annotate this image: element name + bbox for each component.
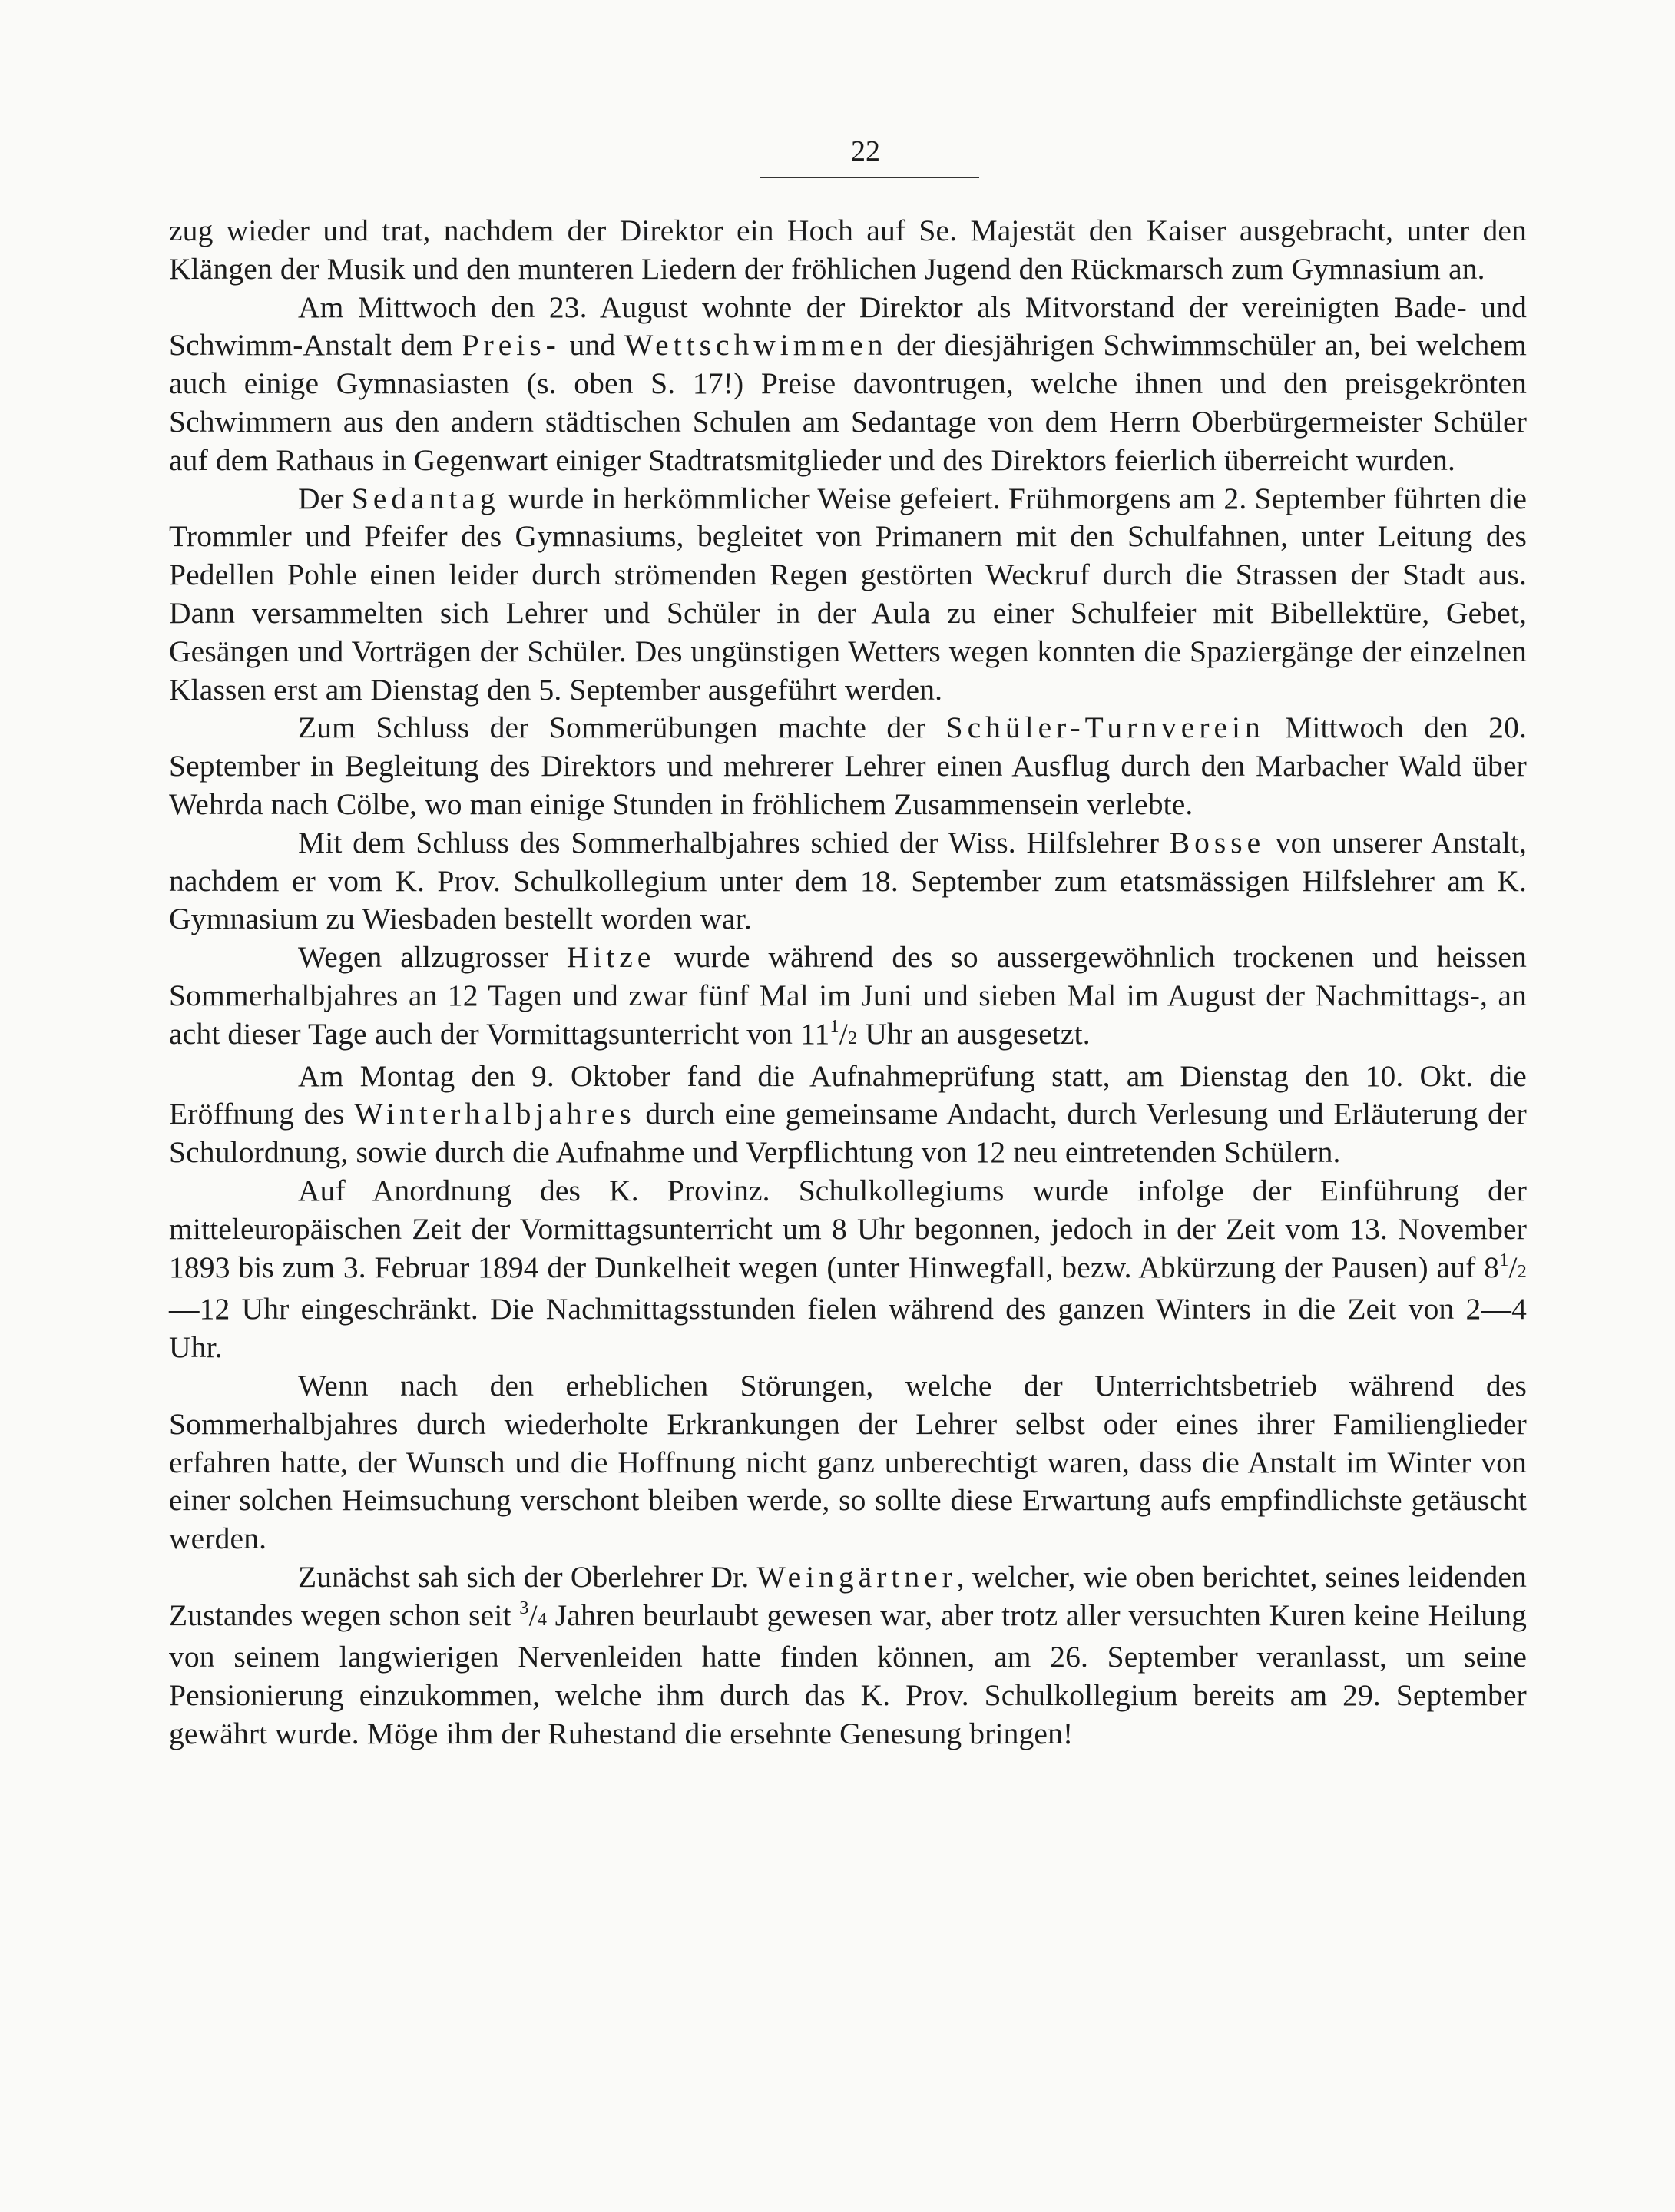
- text-run: wurde in herkömmlicher Weise gefeiert. Frühmorgens am 2. September führten die Trommler und Pfeifer des Gymnasiums, begleitet von Primanern mit den Schulfahnen, unter Leitung des Pedellen Pohle einen leider durch strömenden Regen gestörten Weckruf durch die Strassen der Stadt aus. Dann versammelten sich Lehrer und Schüler in der Aula zu einer Schulfeier mit Bibellektüre, Gebet, Gesängen und Vorträgen der Schüler. Des ungünstigen Wetters wegen konnten die Spaziergänge der einzelnen Klassen erst am Dienstag den 5. September ausgeführt werden.: [169, 481, 1528, 707]
- paragraph: [169, 1558, 1527, 1753]
- fraction-numerator: 3: [519, 1597, 529, 1618]
- paragraph: [169, 1058, 1527, 1172]
- paragraph: [169, 289, 1527, 480]
- text-run: Am Mittwoch den 23. August wohnte der Direktor als Mitvorstand der vereinigten Bade- und Schwimm-Anstalt dem: [169, 290, 1527, 363]
- paragraph: [169, 212, 1527, 289]
- text-run: von unserer Anstalt, nachdem er vom K. Prov. Schulkollegium unter dem 18. September zum etatsmässigen Hilfslehrer am K. Gymnasium zu Wiesbaden bestellt worden war.: [169, 825, 1527, 936]
- spaced-emphasis: Sedantag: [351, 481, 500, 515]
- text-run: /: [839, 1016, 848, 1051]
- fraction-denominator: 2: [1517, 1260, 1527, 1282]
- text-run: Zunächst sah sich der Oberlehrer Dr.: [298, 1559, 757, 1594]
- text-run: Zum Schluss der Sommerübungen machte der: [298, 710, 946, 745]
- spaced-emphasis: Preis-: [462, 328, 561, 363]
- spaced-emphasis: Bosse: [1169, 825, 1266, 859]
- text-run: und: [560, 328, 625, 363]
- text-run: Wenn nach den erheblichen Störungen, welche der Unterrichtsbetrieb während des Sommerhalbjahres durch wiederholte Erkrankungen der Lehrer selbst oder eines ihrer Familienglieder erfahren hatte, der Wunsch und die Hoffnung nicht ganz unberechtigt waren, dass die Anstalt im Winter von einer solchen Heimsuchung verschont bleiben werde, so sollte diese Erwartung aufs empfindlichste getäuscht werden.: [169, 1368, 1527, 1556]
- text-run: der diesjährigen Schwimmschüler an, bei welchem auch einige Gymnasiasten (s. oben S. 17!) Preise davontrugen, welche ihnen und den preisgekrönten Schwimmern aus den andern städtischen Schulen am Sedantage von dem Herrn Oberbürgermeister Schüler auf dem Rathaus in Gegenwart einiger Stadtratsmitglieder und des Direktors feierlich überreicht wurden.: [169, 328, 1527, 477]
- text-run: , welcher, wie oben berichtet, seines leidenden Zustandes wegen schon seit: [169, 1559, 1527, 1632]
- fraction-denominator: 4: [537, 1608, 548, 1630]
- text-run: Auf Anordnung des K. Provinz. Schulkollegiums wurde infolge der Einführung der mitteleuropäischen Zeit der Vormittagsunterricht um 8 Uhr begonnen, jedoch in der Zeit vom 13. November 1893 bis zum 3. Februar 1894 der Dunkelheit wegen (unter Hinwegfall, bezw. Abkürzung der Pausen) auf 8: [169, 1173, 1527, 1284]
- spaced-emphasis: Weingärtner: [756, 1559, 957, 1594]
- text-run: Uhr an ausgesetzt.: [857, 1016, 1091, 1051]
- text-run: Der: [298, 481, 352, 515]
- text-run: Jahren beurlaubt gewesen war, aber trotz aller versuchten Kuren keine Heilung von seinem langwierigen Nervenleiden hatte finden können, am 26. September veranlasst, um seine Pensionierung einzukommen, welche ihm durch das K. Prov. Schulkollegium bereits am 29. September gewährt wurde. Möge ihm der Ruhestand die ersehnte Genesung bringen!: [169, 1598, 1527, 1751]
- spaced-emphasis: Schüler-Turnverein: [945, 710, 1265, 745]
- fraction-denominator: 2: [847, 1027, 858, 1048]
- text-run: /: [1508, 1250, 1518, 1284]
- fraction-numerator: 1: [829, 1015, 839, 1037]
- paragraph: [169, 1367, 1527, 1558]
- body-text: [169, 212, 1527, 1753]
- spaced-emphasis: Winterhalbjahres: [354, 1097, 636, 1131]
- page-number: 22: [851, 135, 880, 167]
- paragraph: [169, 709, 1527, 823]
- paragraph: [169, 939, 1527, 1057]
- header-rule: [760, 177, 979, 178]
- text-run: Mit dem Schluss des Sommerhalbjahres schied der Wiss. Hilfslehrer: [298, 825, 1170, 859]
- text-run: /: [528, 1598, 538, 1632]
- paragraph: [169, 824, 1527, 939]
- text-run: —12 Uhr eingeschränkt. Die Nachmittagsstunden fielen während des ganzen Winters in die Zeit von 2—4 Uhr.: [169, 1292, 1527, 1365]
- text-run: Mittwoch den 20. September in Begleitung des Direktors und mehrerer Lehrer einen Ausflug durch den Marbacher Wald über Wehrda nach Cölbe, wo man einige Stunden in fröhlichem Zusammensein verlebte.: [169, 710, 1527, 821]
- paragraph: [169, 480, 1527, 710]
- text-run: zug wieder und trat, nachdem der Direktor ein Hoch auf Se. Majestät den Kaiser ausgebracht, unter den Klängen der Musik und den munteren Liedern der fröhlichen Jugend den Rückmarsch zum Gymnasium an.: [169, 214, 1527, 286]
- text-run: Am Montag den 9. Oktober fand die Aufnahmeprüfung statt, am Dienstag den 10. Okt. die Eröffnung des: [169, 1058, 1527, 1131]
- text-run: Wegen allzugrosser: [298, 940, 567, 975]
- paragraph: [169, 1172, 1527, 1367]
- text-run: wurde während des so aussergewöhnlich trockenen und heissen Sommerhalbjahres an 12 Tagen und zwar fünf Mal im Juni und sieben Mal im August der Nachmittags-, an acht dieser Tage auch der Vormittagsunterricht von 11: [169, 940, 1527, 1051]
- spaced-emphasis: Hitze: [566, 940, 656, 975]
- fraction-numerator: 1: [1499, 1249, 1509, 1270]
- spaced-emphasis: Wettschwimmen: [624, 328, 888, 363]
- text-run: durch eine gemeinsame Andacht, durch Verlesung und Erläuterung der Schulordnung, sowie durch die Aufnahme und Verpflichtung von 12 neu eintretenden Schülern.: [169, 1097, 1527, 1170]
